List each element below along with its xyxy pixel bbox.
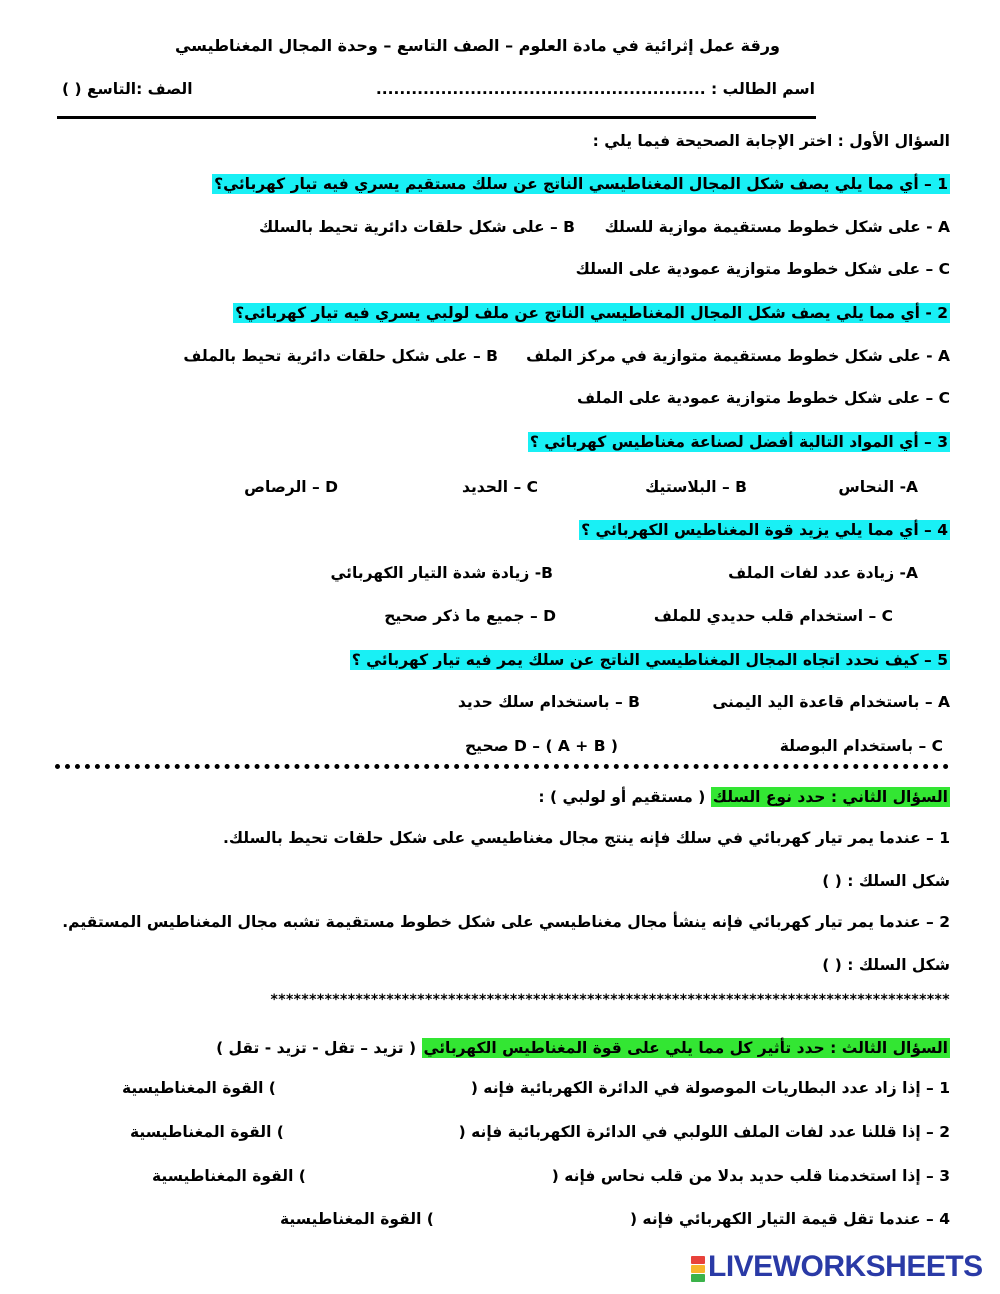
- section-divider-stars: ****************************************************************************************: [270, 992, 950, 1008]
- class-label: الصف :التاسع ( ): [62, 80, 193, 98]
- question-3-text: 3 – أي المواد التالية أفضل لصناعة مغناطيس كهربائي ؟: [529, 433, 948, 451]
- q3-item-2: 2 – إذا قللنا عدد لفات الملف اللولبي في الدائرة الكهربائية فإنه (: [458, 1123, 950, 1141]
- question-1: [212, 173, 950, 195]
- question-3: [528, 431, 950, 453]
- question-2-text: 2 - أي مما يلي يصف شكل المجال المغناطيسي الناتج عن ملف لولبي يسري فيه تيار كهربائي؟: [235, 304, 948, 322]
- q2-option-b[interactable]: B – على شكل حلقات دائرية تحيط بالملف: [183, 347, 498, 365]
- q3-option-a[interactable]: A- النحاس: [838, 478, 918, 496]
- header-divider: [57, 116, 816, 119]
- q3-option-b[interactable]: B – البلاستيك: [645, 478, 747, 496]
- q2-answer-1[interactable]: شكل السلك : ( ): [822, 872, 950, 890]
- q3-choices: ( تزيد – تقل - تزيد - تقل ): [216, 1039, 417, 1057]
- q2-statement-2: 2 – عندما يمر تيار كهربائي فإنه ينشأ مجال مغناطيسي على شكل خطوط مستقيمة تشبه مجال المغناطيس المستقيم.: [62, 913, 950, 931]
- q3-answer-1-blank[interactable]: [534, 1079, 624, 1099]
- q3-answer-4-blank[interactable]: [427, 1210, 632, 1230]
- q3-item-1: 1 – إذا زاد عدد البطاريات الموصولة في الدائرة الكهربائية فإنه (: [470, 1079, 950, 1097]
- q3-option-d[interactable]: D – الرصاص: [244, 478, 338, 496]
- q1-heading: السؤال الأول : اختر الإجابة الصحيحة فيما يلي :: [592, 132, 950, 150]
- q4-option-d[interactable]: D – جميع ما ذكر صحيح: [384, 607, 556, 625]
- q5-option-d[interactable]: D – ( A + B ) صحيح: [464, 737, 618, 755]
- q3-item-2-tail: ) القوة المغناطيسية: [130, 1123, 284, 1141]
- student-name-label: اسم الطالب : ........................................................: [375, 80, 815, 98]
- q3-item-3-tail: ) القوة المغناطيسية: [152, 1167, 306, 1185]
- q1-option-b[interactable]: B – على شكل حلقات دائرية تحيط بالسلك: [259, 218, 575, 236]
- page-title: ورقة عمل إثرائية في مادة العلوم – الصف التاسع – وحدة المجال المغناطيسي: [174, 36, 780, 55]
- question-5: [350, 649, 950, 671]
- q1-option-a[interactable]: A - على شكل خطوط مستقيمة موازية للسلك: [604, 218, 950, 236]
- q4-option-b[interactable]: B- زيادة شدة التيار الكهربائي: [330, 564, 553, 582]
- q4-option-c[interactable]: C – استخدام قلب حديدي للملف: [653, 607, 893, 625]
- section-divider-dotted: [55, 764, 949, 769]
- question-4: [579, 519, 950, 541]
- q1-option-c[interactable]: C – على شكل خطوط متوازية عمودية على السلك: [575, 260, 950, 278]
- liveworksheets-logo-icon: [691, 1256, 705, 1282]
- question-4-text: 4 – أي مما يلي يزيد قوة المغناطيس الكهربائي ؟: [581, 521, 948, 539]
- q3-option-c[interactable]: C – الحديد: [462, 478, 538, 496]
- q2-heading: [538, 786, 950, 808]
- q2-statement-1: 1 – عندما يمر تيار كهربائي في سلك فإنه ينتج مجال مغناطيسي على شكل حلقات تحيط بالسلك.: [222, 829, 950, 847]
- q2-choices: ( مستقيم أو لولبي ) :: [538, 788, 706, 806]
- q2-heading-text: السؤال الثاني : حدد نوع السلك: [712, 788, 948, 806]
- q2-option-c[interactable]: C – على شكل خطوط متوازية عمودية على الملف: [577, 389, 950, 407]
- q5-option-a[interactable]: A – باستخدام قاعدة اليد اليمنى: [712, 693, 950, 711]
- q3-item-1-tail: ) القوة المغناطيسية: [122, 1079, 276, 1097]
- q5-option-c[interactable]: C – باستخدام البوصلة: [779, 737, 943, 755]
- q2-option-a[interactable]: A - على شكل خطوط مستقيمة متوازية في مركز الملف: [526, 347, 950, 365]
- q4-option-a[interactable]: A- زيادة عدد لفات الملف: [728, 564, 918, 582]
- q3-heading: [216, 1037, 950, 1059]
- question-5-text: 5 – كيف نحدد اتجاه المجال المغناطيسي الناتج عن سلك يمر فيه تيار كهربائي ؟: [351, 651, 948, 669]
- liveworksheets-brand[interactable]: LIVEWORKSHEETS: [708, 1250, 983, 1283]
- q5-option-b[interactable]: B – باستخدام سلك حديد: [457, 693, 640, 711]
- q3-item-4: 4 – عندما تقل قيمة التيار الكهربائي فإنه (: [629, 1210, 950, 1228]
- q3-heading-text: السؤال الثالث : حدد تأثير كل مما يلي على قوة المغناطيس الكهربائي: [423, 1039, 948, 1057]
- question-2: [233, 302, 950, 324]
- q2-answer-2[interactable]: شكل السلك : ( ): [822, 956, 950, 974]
- q3-answer-2-blank[interactable]: [280, 1123, 470, 1143]
- q3-item-3: 3 – إذا استخدمنا قلب حديد بدلا من قلب نحاس فإنه (: [551, 1167, 950, 1185]
- q3-item-4-tail: ) القوة المغناطيسية: [280, 1210, 434, 1228]
- q3-answer-3-blank[interactable]: [300, 1167, 550, 1187]
- question-1-text: 1 – أي مما يلي يصف شكل المجال المغناطيسي الناتج عن سلك مستقيم يسري فيه تيار كهربائي؟: [214, 175, 948, 193]
